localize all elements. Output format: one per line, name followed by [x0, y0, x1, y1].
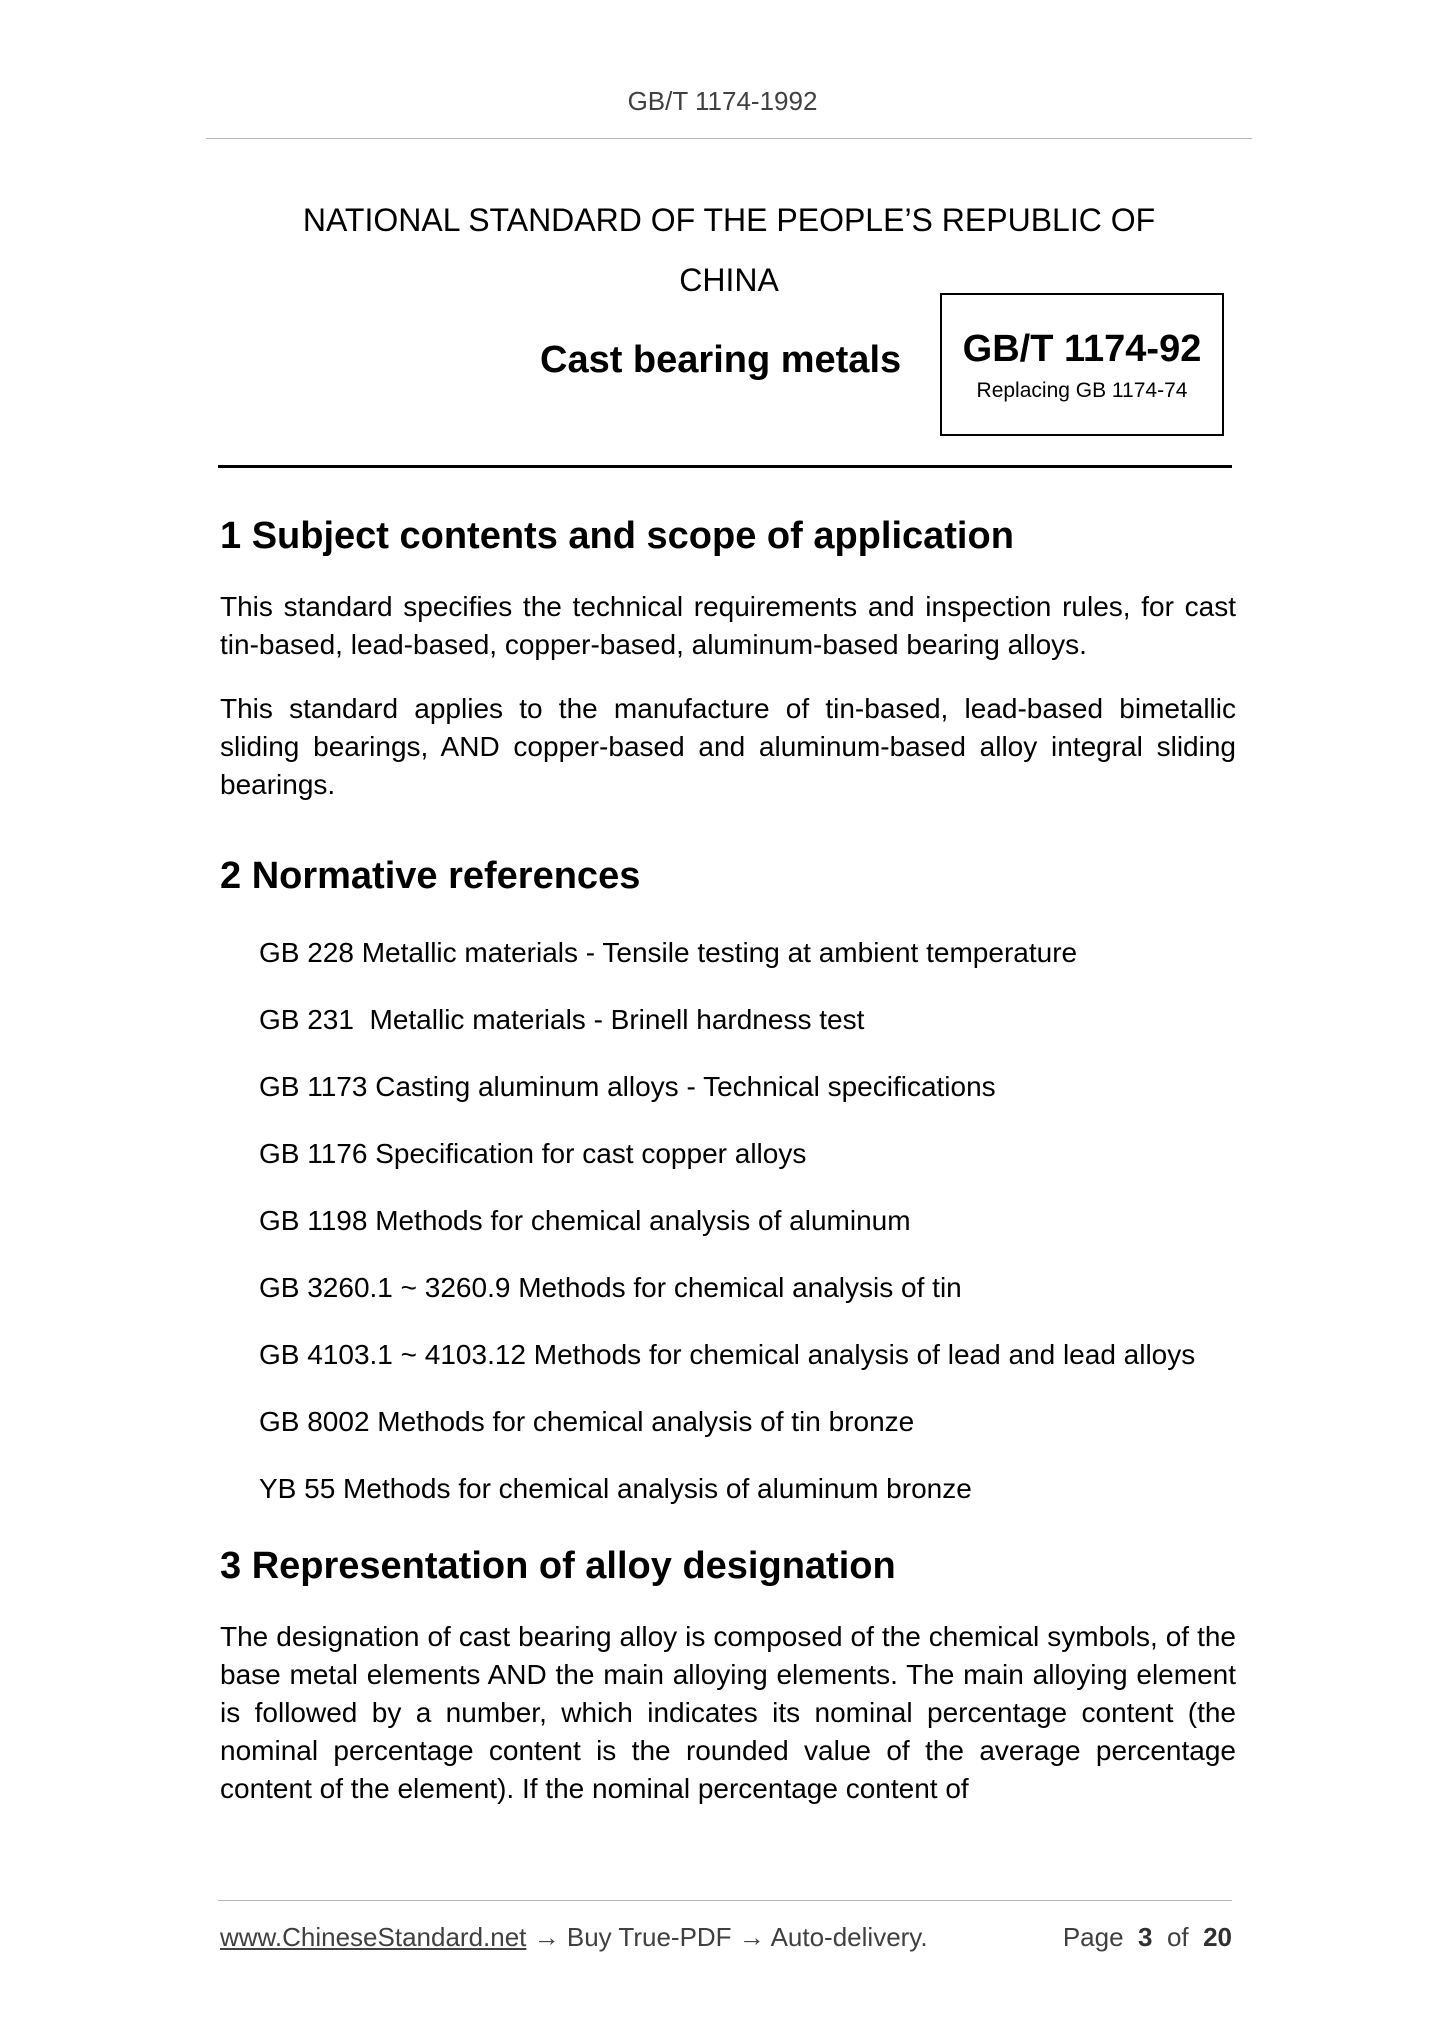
page-label: Page	[1062, 1922, 1124, 1952]
page-current: 3	[1138, 1922, 1153, 1952]
reference-item: GB 1173 Casting aluminum alloys - Technical specifications	[259, 1071, 996, 1102]
standard-code: GB/T 1174-92	[962, 328, 1202, 370]
footer-divider	[218, 1900, 1232, 1901]
document-title: Cast bearing metals	[540, 339, 902, 381]
reference-item: GB 3260.1 ~ 3260.9 Methods for chemical analysis of tin	[259, 1272, 962, 1303]
section-3-paragraph: The designation of cast bearing alloy is composed of the chemical symbols, of the base metal elements AND the main alloying elements. The main alloying element is followed by a number, which indicates its nominal percentage content (the nominal percentage content is the rounded value of the average percentage content of the element). If the nominal percentage content of	[220, 1621, 1236, 1804]
website-link[interactable]: www.ChineseStandard.net	[220, 1922, 527, 1952]
header-divider	[206, 138, 1252, 139]
reference-item: GB 8002 Methods for chemical analysis of tin bronze	[259, 1406, 915, 1437]
national-title-line-1: NATIONAL STANDARD OF THE PEOPLE’S REPUBLIC OF	[302, 202, 1156, 238]
reference-item: GB 1176 Specification for cast copper alloys	[259, 1138, 807, 1169]
footer-promo	[220, 1922, 928, 1953]
section-3-heading: 3 Representation of alloy designation	[220, 1545, 896, 1587]
running-header: GB/T 1174-1992	[627, 86, 818, 116]
footer-promo-text: → Buy True-PDF → Auto-delivery.	[526, 1922, 928, 1952]
national-title-line-2: CHINA	[679, 262, 779, 298]
section-1-paragraph: This standard specifies the technical requirements and inspection rules, for cast tin-based, lead-based, copper-based, aluminum-based bearing alloys.	[220, 591, 1236, 660]
reference-item: GB 231 Metallic materials - Brinell hardness test	[259, 1004, 865, 1035]
page-total: 20	[1203, 1922, 1232, 1952]
page-indicator	[1063, 1922, 1232, 1953]
title-divider	[218, 465, 1232, 468]
section-2-heading: 2 Normative references	[220, 855, 641, 897]
section-1-paragraph: This standard applies to the manufacture of tin-based, lead-based bimetallic sliding bearings, AND copper-based and aluminum-based alloy integral sliding bearings.	[220, 693, 1236, 800]
page-footer	[220, 1922, 1232, 1953]
standard-code-box	[940, 293, 1224, 436]
national-standard-title	[206, 190, 1252, 310]
replacing-note: Replacing GB 1174-74	[976, 379, 1188, 402]
reference-item: GB 228 Metallic materials - Tensile testing at ambient temperature	[259, 937, 1078, 968]
document-body	[220, 506, 1236, 1808]
section-1-heading: 1 Subject contents and scope of application	[220, 515, 1014, 557]
page-of: of	[1166, 1922, 1189, 1952]
reference-item: GB 4103.1 ~ 4103.12 Methods for chemical analysis of lead and lead alloys	[259, 1339, 1196, 1370]
reference-item: YB 55 Methods for chemical analysis of aluminum bronze	[259, 1473, 972, 1504]
normative-reference-list	[220, 934, 1236, 1508]
reference-item: GB 1198 Methods for chemical analysis of aluminum	[259, 1205, 911, 1236]
